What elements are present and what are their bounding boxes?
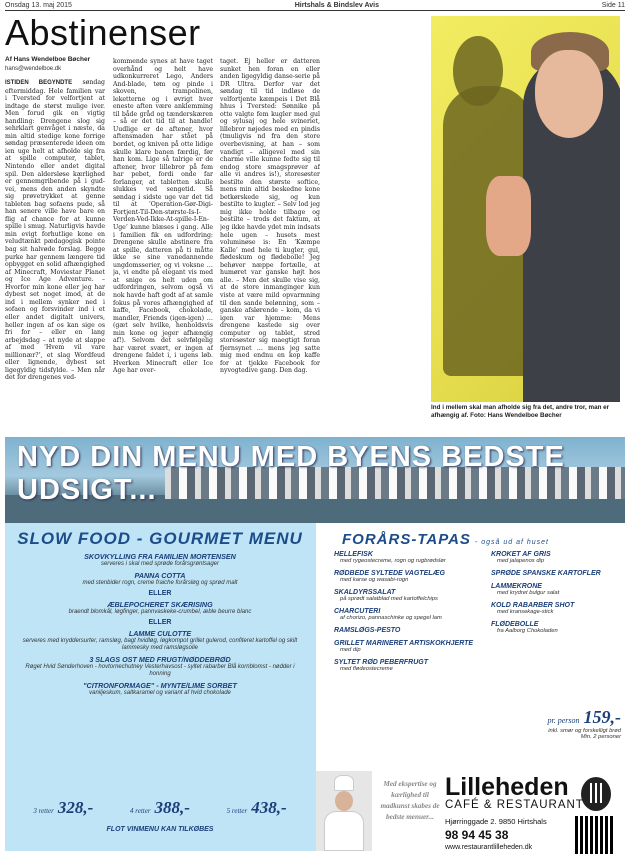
tapas-subtitle: - også ud af huset bbox=[474, 539, 549, 546]
tapas-list-right bbox=[491, 551, 621, 640]
tapas-item bbox=[334, 659, 484, 672]
chef-hat bbox=[334, 775, 354, 791]
banner-headline: NYD DIN MENU MED BYENS BEDSTE UDSIGT... bbox=[17, 441, 565, 506]
price-label: 4 retter bbox=[130, 807, 151, 815]
tapas-item-name: KOLD RABARBER SHOT bbox=[491, 602, 575, 609]
price-3-courses bbox=[33, 798, 93, 818]
price-value: 388,- bbox=[154, 798, 190, 817]
tapas-item bbox=[334, 589, 484, 602]
photo-caption: Ind i mellem skal man afholde sig fra det, andre tror, man er afhængig af. Foto: Hans Wendelboe Bøcher bbox=[431, 404, 610, 419]
tapas-item bbox=[491, 602, 621, 615]
or-divider: ELLER bbox=[148, 619, 172, 626]
menu-prices bbox=[15, 798, 305, 818]
price-label: 5 retter bbox=[226, 807, 248, 815]
tapas-item-desc: med karse og wasabi-rogn bbox=[340, 577, 409, 583]
menu-item-desc: braendt blomkål, løgfinger, pannvaskeke-crumbel, æble beurre blanc bbox=[68, 609, 252, 615]
tapas-title bbox=[342, 531, 549, 548]
menu-item-name: PANNA COTTA bbox=[134, 571, 186, 580]
tapas-item bbox=[334, 551, 484, 564]
per-person-price: 159,- bbox=[583, 707, 621, 727]
tapas-item bbox=[334, 570, 484, 583]
tapas-item-name: FLØDEBOLLE bbox=[491, 621, 539, 628]
tapas-item-desc: med flødeostecreme bbox=[340, 666, 393, 672]
tapas-item-desc: fra Aalborg Chokoladen bbox=[497, 628, 558, 634]
per-person-label: pr. person bbox=[547, 716, 580, 725]
tapas-item bbox=[334, 608, 484, 621]
column-1-text: søndag eftermiddag. Hele familien var i Tversted for velfortjent at indtage de størst mulige iver. Men forud gik en vigtig handling: Drengene slog sig sehrklart genvåget i næste, da min altid stedige kone forrige søndag præsenterede ideen om ien uge helt at afholde sig fra at spille computer, tablet, Nintendo eller andet digital spil. Den aldersløse kærlighed er gennemgribende på i gud-vei, mens den anden skyndte sig prøvetrykket at genne tableten bag sofaens pude, så han senere ville have bare en flig af chance for at kunne spille i smug. Naturligvis havde min evigt forhutlige kone en veludtænkt pædagogisk pointe bag sit halvøde forslag. Begge purke har gennem længere tid opbygget en solid afhængighed af Minecraft, Moviestar Planet og Ice Age Adventure. – Hvorfor min kone eller jeg har dybest set noget imod, at de ind i mellem synker ned i sofaen og forsvinder ind i et eller andet digitalt univers, heller ingen af os kan sige os fri for – eller en lang arbejdsdag – at nyde at slappe af med ‘Hvem vil vare millionær?’, et slag Wordfeud eller lignende, dybest set ligegyldig tidsfylde. – Men når det for drengenes ved- bbox=[5, 79, 105, 382]
price-value: 328,- bbox=[57, 798, 94, 817]
restaurant-logo bbox=[445, 775, 584, 851]
tapas-item-desc: på sprødt salatblad med kartoffelchips bbox=[340, 596, 438, 602]
paper-name: Hirtshals & Bindslev Avis bbox=[294, 1, 379, 9]
tapas-item-name: GRILLET MARINERET ARTISKOKHJERTE bbox=[334, 640, 474, 647]
raised-hand bbox=[486, 176, 531, 256]
column-3-text: taget. Ej heller er datteren sunket hen foran en eller anden ligegyldig danse-serie på DR Ultra. Derfor var det søndag til tid indløse de velfortjente kæmpeis i Det Blå hhus i Tversted: Sønnike på otte valgte fem kugler med gul og sylusaj og hele svineriet, lillebror nøjedes med en pindis (tmuligvis nd fra den store overbevisning, at han – som vandigt – alligevel med sin charme ville kunne fedte sig til endog store smagsprøver af alle vi andres is!), storesøster bestilte den største softice, mens min altid beskedne kone betkørskede sig, og kun bestilte to kugler. – Selv lod jeg mig ikke holde tilbage og bestilte – trods det faktum, at jeg ikke havde ydet min indsats hele ugen – husets mest voluminøse is: En ‘Kæmpe Kalle’ med hele ti kugler, gul, flødeskum og flødebolle! Jeg behøver næppe fortælle, at humøret var ganske højt hos alle. – Men det skulle vise sig, at de store inmanginger kun viste at være mild opvarmning til den sande belønning, som – ganske afslørende – kom, da vi igen var hjemme: Mens drengene kastede sig over computer og tablet, stred storesøster sig maegtigt foran fjernsynet … mens jeg satte mig med endnu en kop kaffe for at tjekke Facebook for nyvogtedive gang. Den dag. bbox=[220, 58, 320, 375]
tapas-item bbox=[491, 570, 621, 577]
price-5-courses bbox=[227, 798, 287, 818]
tapas-item-desc: af chorizo, pannaschinke og spegel lam bbox=[340, 615, 442, 621]
cutlery-icon bbox=[581, 777, 611, 811]
tapas-item-desc: med kransekage-stick bbox=[497, 609, 554, 615]
tapas-item-name: LAMMEKRONE bbox=[491, 583, 542, 590]
restaurant-website[interactable]: www.restaurantlilleheden.dk bbox=[445, 844, 533, 851]
menu-item bbox=[15, 655, 305, 678]
issue-date: Onsdag 13. maj 2015 bbox=[5, 1, 72, 9]
tapas-item-desc: med krydret bulgur salat bbox=[497, 590, 560, 596]
menu-item-name: SKOVKYLLING FRA FAMILIEN MORTENSEN bbox=[84, 552, 236, 561]
tapas-title-text: FORÅRS-TAPAS bbox=[342, 531, 471, 548]
ad-banner bbox=[5, 437, 625, 523]
menu-item-desc: Røget Hvid Sønderhoven - hovtornechutney Vesterhavsost - syltet rabarber Blå kornblomst - nødder i honning bbox=[25, 664, 295, 677]
tapas-item-name: CHARCUTERI bbox=[334, 608, 381, 615]
menu-item-name: ÆBLEPOCHERET SKÆRISING bbox=[107, 600, 213, 609]
article-photo bbox=[431, 16, 620, 402]
price-note: inkl. smør og forskelligt brød bbox=[548, 728, 621, 734]
expertise-slogan: Med ekspertise og kærlighed til madkunst skabes de bedste menuer... bbox=[380, 780, 440, 821]
tapas-list-left bbox=[334, 551, 484, 678]
tapas-item-name: SKALDYRSSALAT bbox=[334, 589, 396, 596]
restaurant-address: Hjørringgade 2. 9850 Hirtshals bbox=[445, 817, 547, 826]
lead-in: ISTIDEN BEGYNDTE bbox=[5, 80, 73, 86]
tapas-item-name: HELLEFISK bbox=[334, 551, 373, 558]
column-2-text: kommende synes at have taget overhånd og helt have udkonkurreret Lego, Anders And-blade, tøm og pinde i skoven, trampolinen, leketterne og i øvrigt hver eneste aften være anklemming til både gråd og tænderskæren – så er det tid til at handle! Uudlige er de aftener, hvor aftensmaden har stået på bordet, og kniven på otte lidige skulle klare banen færdig, før han kom. Lige så talrige er de aftener, hvor lillebror på fem har pebet, fordi onde far forlanger, at tabletten skulle slukkes ved sengetid. Så søndag i sidste uge var det tid til at ‘Operation-Gør-Digi-Fortjent-Til-Den-største-Is-I-Verden-Ved-Ikke-At-spille-I-En-Uge’ kunne blæses i gang. Alle i familien fik en udfordring: Drengene skulle abstinere fra at spille, datteren på ti måtte ikke se sine vanedannende ungdomsserier, og vi voksne … ja, vi endte på elegant vis med at snige os helt uden om udfordringen, selvom også vi nok havde haft godt af at samle fokus på vores afhængighed af kaffe, Facebook, chokolade, mandler, Friends (igen-igen) … (gæt selv hvilke, henholdsvis min kone og jeger afhængig af!). Selvom det selvfølgelig har været svært, er ingen af drengene faldet i, i ugens løb. Hverken Minecraft eller Ice Age har over- bbox=[113, 58, 213, 375]
chef-jacket bbox=[324, 811, 364, 851]
restaurant-subtitle: CAFÉ & RESTAURANT bbox=[445, 799, 584, 811]
price-4-courses bbox=[130, 798, 190, 818]
tapas-item-desc: med rygeostecreme, rogn og rugbrødslør bbox=[340, 558, 446, 564]
tapas-item bbox=[334, 640, 484, 653]
menu-item-desc: serveres med kryddersurter, ramsløg, bagt hvidløg, løgkompot grillet gulerod, confiteret kartoffel og skilt lammesky med ramsløgsolie bbox=[22, 638, 298, 651]
tapas-item bbox=[491, 551, 621, 564]
restaurant-advertisement bbox=[5, 437, 625, 851]
menu-item-name: LAMME CULOTTE bbox=[128, 629, 192, 638]
tapas-panel bbox=[316, 523, 625, 851]
min-persons-note: Min. 2 personer bbox=[580, 734, 621, 740]
slow-food-menu bbox=[15, 529, 305, 697]
menu-item-desc: serveres i skal med sprøde forårsgrøntsager bbox=[100, 561, 220, 567]
price-value: 438,- bbox=[251, 798, 287, 817]
article-column-2 bbox=[113, 58, 213, 432]
author-email[interactable]: hans@wendelboe.dk bbox=[5, 66, 62, 72]
page-header bbox=[5, 0, 625, 11]
article-column-3 bbox=[220, 58, 320, 432]
tapas-item-desc: med dip bbox=[340, 647, 361, 653]
restaurant-phone[interactable]: 98 94 45 38 bbox=[445, 828, 509, 842]
article-headline: Abstinenser bbox=[5, 12, 201, 53]
tapas-item-name: SPRØDE SPANSKE KARTOFLER bbox=[491, 570, 601, 577]
or-divider: ELLER bbox=[148, 590, 172, 597]
tapas-item-name: SYLTET RØD PEBERFRUGT bbox=[334, 659, 428, 666]
wine-menu-note: FLOT VINMENU KAN TILKØBES bbox=[106, 826, 214, 833]
menu-item bbox=[15, 571, 305, 587]
tapas-item bbox=[334, 627, 484, 634]
restaurant-name: Lilleheden bbox=[445, 773, 569, 801]
price-label: 3 retter bbox=[33, 807, 54, 815]
byline: Af Hans Wendelboe Bøcher bbox=[5, 56, 91, 63]
qr-code-pattern bbox=[575, 816, 613, 854]
man-face bbox=[535, 50, 603, 138]
menu-item-desc: med stenbider rogn, creme fraiche forårsløg og sprød malt bbox=[82, 580, 238, 586]
tapas-price bbox=[496, 707, 621, 740]
menu-item bbox=[15, 600, 305, 616]
menu-panel bbox=[5, 523, 625, 851]
menu-item bbox=[15, 681, 305, 697]
slow-food-title: SLOW FOOD - GOURMET MENU bbox=[17, 529, 303, 548]
article-column-1 bbox=[5, 79, 105, 431]
menu-item bbox=[15, 552, 305, 568]
menu-item bbox=[15, 629, 305, 652]
tapas-item bbox=[491, 621, 621, 634]
chef-photo bbox=[316, 771, 372, 851]
menu-item-name: 3 SLAGS OST MED FRUGT/NØDDEBRØD bbox=[89, 655, 231, 664]
chef-face bbox=[335, 791, 353, 811]
tapas-item-name: KROKET AF GRIS bbox=[491, 551, 551, 558]
menu-item-name: "CITRONFORMAGE" - MYNTE/LIME SORBET bbox=[83, 681, 237, 690]
page-number: Side 11 bbox=[601, 1, 625, 9]
tapas-item-desc: med jalapenos dip bbox=[497, 558, 545, 564]
tapas-item-name: RAMSLØGS-PESTO bbox=[334, 627, 401, 634]
tapas-item bbox=[491, 583, 621, 596]
menu-item-desc: vaniljeskum, saltkaramel og variant af hvid chokolade bbox=[89, 690, 231, 696]
tapas-item-name: RØDBEDE SYLTEDE VAGTELÆG bbox=[334, 570, 445, 577]
